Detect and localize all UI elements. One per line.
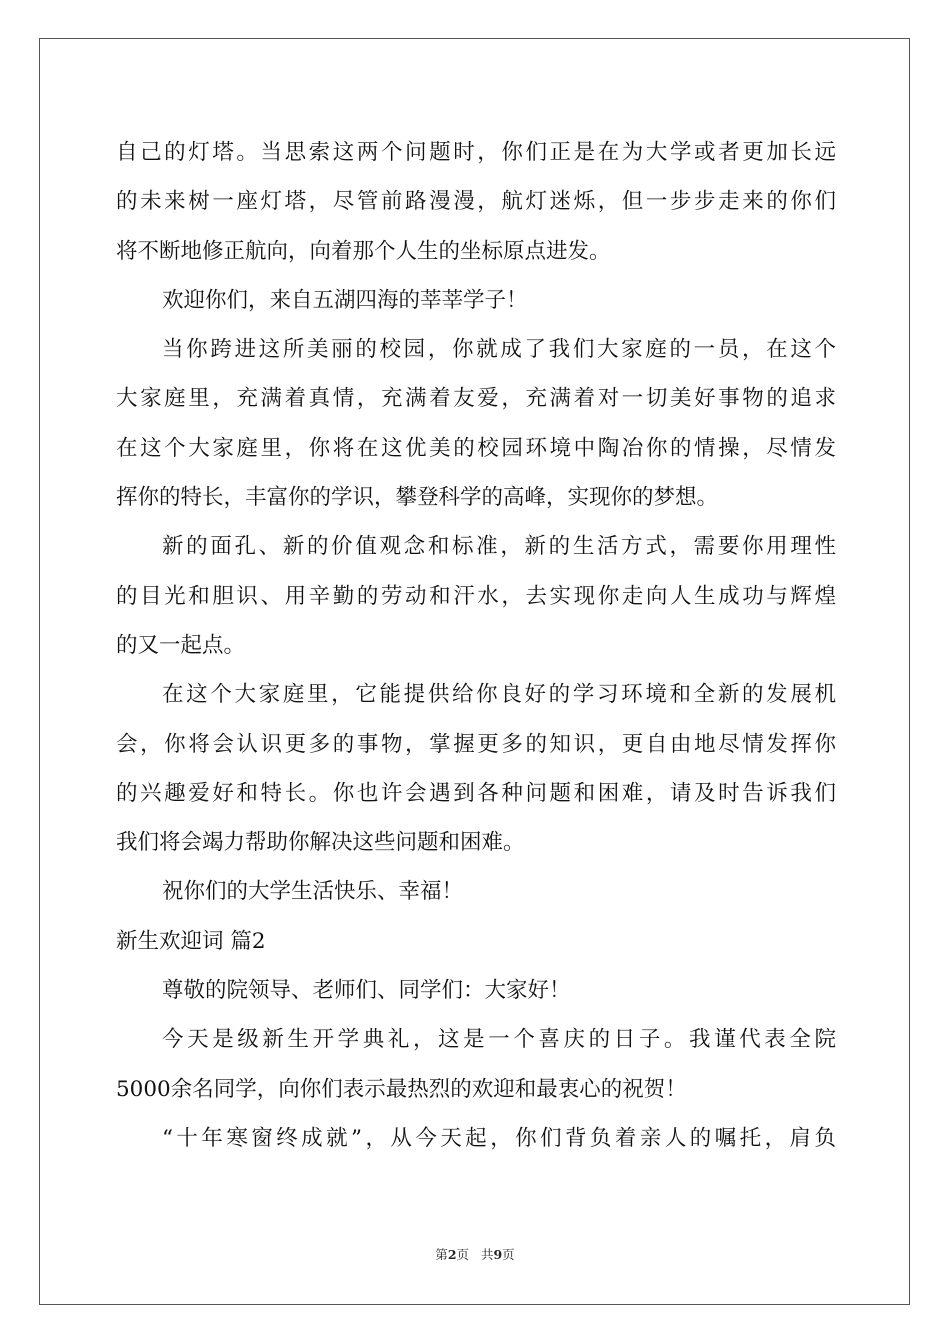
footer-total-prefix: 共 [480, 1247, 494, 1262]
text-line: 新的面孔、新的价值观念和标准，新的生活方式，需要你用理性 [162, 534, 836, 560]
text-line: 自己的灯塔。当思索这两个问题时，你们正是在为大学或者更加长远 [116, 140, 836, 165]
text-line: 的未来树一座灯塔，尽管前路漫漫，航灯迷烁，但一步步走来的你们 [116, 189, 836, 215]
text-line: 当你跨进这所美丽的校园，你就成了我们大家庭的一员，在这个 [162, 337, 836, 363]
footer-total-suffix: 页 [502, 1247, 515, 1262]
text-line: 在这个大家庭里，它能提供给你良好的学习环境和全新的发展机 [162, 682, 836, 708]
text-line: 挥你的特长，丰富你的学识，攀登科学的高峰，实现你的梦想。 [116, 485, 719, 511]
text-line: 会，你将会认识更多的事物，掌握更多的知识，更自由地尽情发挥你 [116, 731, 836, 757]
document-body [116, 128, 836, 1163]
text-line: 大家庭里，充满着真情，充满着友爱，充满着对一切美好事物的追求 [116, 386, 836, 412]
text-line: 尊敬的院领导、老师们、同学们：大家好！ [162, 978, 571, 1004]
footer-page-prefix: 第 [435, 1247, 448, 1262]
footer-page-number: 2 [447, 1247, 457, 1262]
footer-total-pages: 9 [493, 1247, 503, 1262]
text-line: “十年寒窗终成就”，从今天起，你们背负着亲人的嘱托，肩负 [162, 1125, 836, 1151]
text-line: 的又一起点。 [116, 632, 246, 658]
text-line: 我们将会竭力帮助你解决这些问题和困难。 [116, 830, 525, 856]
text-line: 的目光和胆识、用辛勤的劳动和汗水，去实现你走向人生成功与辉煌 [116, 583, 836, 609]
text-line: 将不断地修正航向，向着那个人生的坐标原点进发。 [116, 238, 611, 264]
text-line: 祝你们的大学生活快乐、幸福！ [162, 879, 464, 905]
text-line: 的兴趣爱好和特长。你也许会遇到各种问题和困难，请及时告诉我们 [116, 780, 836, 806]
text-line: 在这个大家庭里，你将在这优美的校园环境中陶冶你的情操，尽情发 [116, 435, 836, 461]
text-line: 今天是级新生开学典礼，这是一个喜庆的日子。我谨代表全院 [162, 1027, 836, 1053]
footer-page-suffix: 页 [456, 1247, 470, 1262]
text-line: 新生欢迎词 篇2 [116, 928, 266, 954]
page-footer [0, 1245, 950, 1263]
text-line: 5000余名同学，向你们表示最热烈的欢迎和最衷心的祝贺！ [116, 1076, 687, 1102]
text-line: 欢迎你们，来自五湖四海的莘莘学子！ [162, 287, 528, 313]
